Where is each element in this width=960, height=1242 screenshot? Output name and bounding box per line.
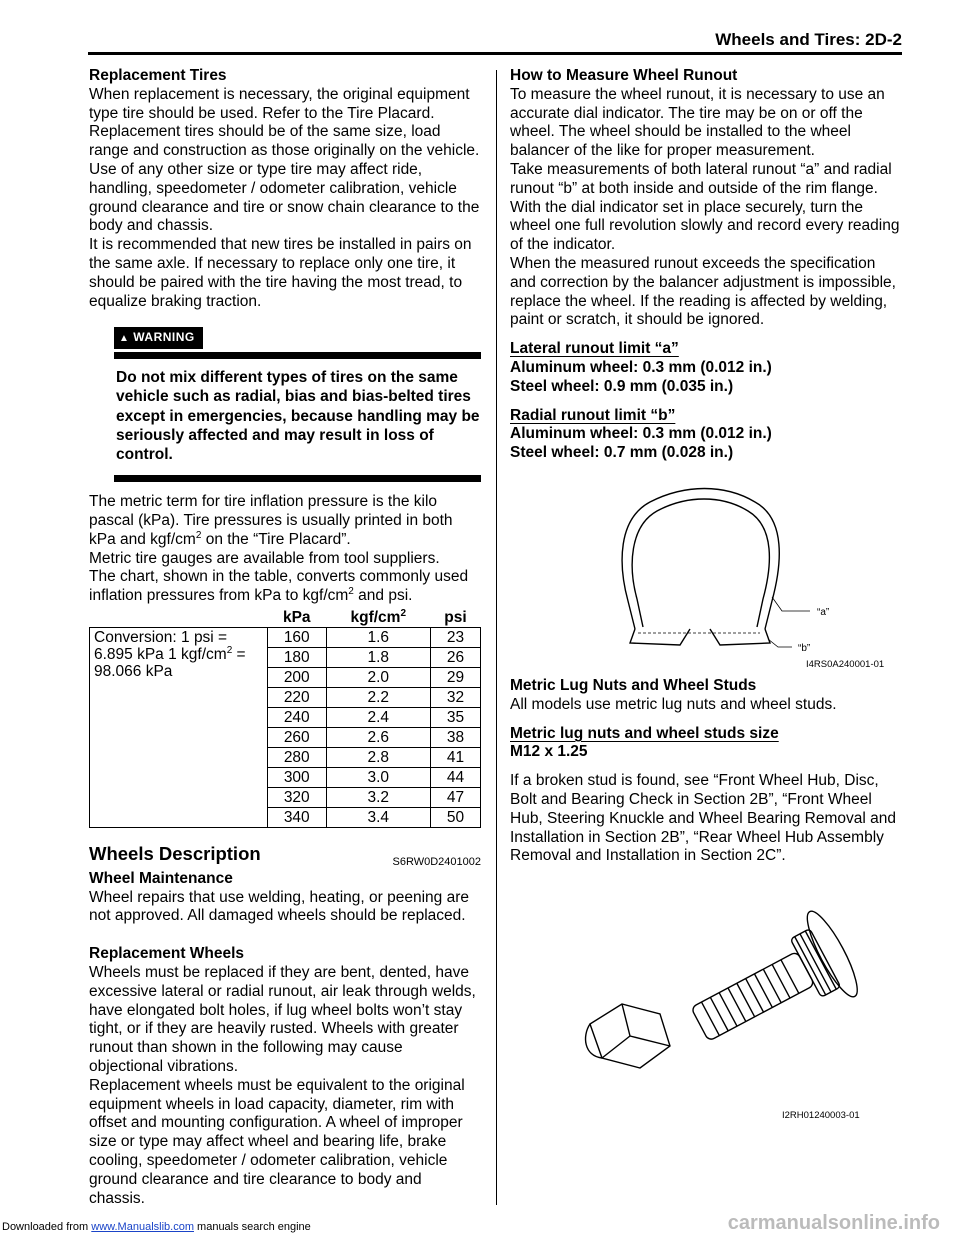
figure-2-id: I2RH01240003-01 xyxy=(782,1110,860,1122)
table-header-kgf xyxy=(326,608,430,628)
table-cell-kgf: 2.2 xyxy=(326,687,430,707)
table-cell-kpa: 340 xyxy=(268,807,327,827)
table-cell-psi: 35 xyxy=(430,707,480,727)
figure-label-a: “a” xyxy=(817,606,830,618)
page-header-title: Wheels and Tires: 2D-2 xyxy=(715,30,902,49)
table-cell-kgf: 3.2 xyxy=(326,787,430,807)
table-cell-kpa: 200 xyxy=(268,667,327,687)
tire-cross-section-diagram xyxy=(510,469,900,669)
superscript: 2 xyxy=(400,607,407,619)
footer-prefix: Downloaded from xyxy=(2,1221,92,1233)
footer-link[interactable]: www.Manualslib.com xyxy=(91,1221,194,1233)
measure-runout-body-3: When the measured runout exceeds the specification and correction by the balancer adjustment is impossible, replace the wheel. If the reading is affected by welding, paint or scratch, it should be ignored. xyxy=(510,254,896,329)
table-cell-kgf: 3.0 xyxy=(326,767,430,787)
lug-nuts-heading: Metric Lug Nuts and Wheel Studs xyxy=(510,676,757,694)
superscript: 2 xyxy=(195,529,202,541)
warning-icon: ▲ xyxy=(119,333,130,345)
table-cell-psi: 26 xyxy=(430,647,480,667)
table-cell-kgf: 1.8 xyxy=(326,647,430,667)
metric-text-3-end: and psi. xyxy=(353,587,413,605)
table-cell-kpa: 160 xyxy=(268,627,327,647)
lug-size-value: M12 x 1.25 xyxy=(510,743,588,761)
radial-runout-steel: Steel wheel: 0.7 mm (0.028 in.) xyxy=(510,444,734,462)
table-cell-kpa: 280 xyxy=(268,747,327,767)
superscript: 2 xyxy=(226,644,233,656)
replacement-wheels-heading: Replacement Wheels xyxy=(89,945,245,963)
wheels-description-heading-row xyxy=(89,842,481,868)
right-column xyxy=(510,67,900,1126)
lateral-runout-aluminum: Aluminum wheel: 0.3 mm (0.012 in.) xyxy=(510,358,772,376)
table-cell-kgf: 3.4 xyxy=(326,807,430,827)
replacement-wheels-body: Wheels must be replaced if they are bent, dented, have excessive lateral or radial runout, air leak through welds, have elongated bolt holes, if lug wheel bolts won’t stay tight, or if they are heavily rusted. Wheels with greater runout than shown in the following may cause objectional vibrations. xyxy=(89,963,476,1075)
measure-runout-heading: How to Measure Wheel Runout xyxy=(510,67,738,84)
table-header-kgf-label: kgf/cm xyxy=(350,608,401,626)
radial-runout-title: Radial runout limit “b” xyxy=(510,406,676,424)
metric-text-3-main: The chart, shown in the table, converts commonly used inflation pressures from kPa to kgf/cm xyxy=(89,568,469,605)
left-column xyxy=(89,67,481,1208)
pressure-conversion-table xyxy=(89,608,481,828)
tire-runout-figure xyxy=(510,469,900,669)
table-cell-kgf: 1.6 xyxy=(326,627,430,647)
lateral-runout-title: Lateral runout limit “a” xyxy=(510,340,679,358)
replacement-tires-heading: Replacement Tires xyxy=(89,67,227,84)
table-header-kpa: kPa xyxy=(282,608,311,626)
figure-1-id: I4RS0A240001-01 xyxy=(806,658,885,669)
watermark: carmanualsonline.info xyxy=(727,1212,940,1234)
warning-box xyxy=(89,327,481,482)
table-cell-kpa: 220 xyxy=(268,687,327,707)
warning-label: WARNING xyxy=(133,330,195,345)
superscript: 2 xyxy=(348,586,354,597)
conversion-note-a: Conversion: 1 psi = 6.895 kPa 1 kgf/cm xyxy=(94,628,228,663)
measure-runout-body-2: Take measurements of both lateral runout “a” and radial runout “b” at both inside and outside of the rim flange. With the dial indicator set in place securely, turn the wheel one full revolution slowly and record every reading of the indicator. xyxy=(510,160,900,254)
table-cell-kpa: 240 xyxy=(268,707,327,727)
table-cell-kpa: 320 xyxy=(268,787,327,807)
table-cell-kpa: 180 xyxy=(268,647,327,667)
warning-text: Do not mix different types of tires on the same vehicle such as radial, bias and bias-belted tires except in emergencies, because handling may be seriously affected and may result in loss of control. xyxy=(116,369,480,463)
measure-runout-body: To measure the wheel runout, it is necessary to use an accurate dial indicator. The tire may be on or off the wheel. The wheel should be installed to the wheel balancer of the like for proper measurement. xyxy=(510,85,885,160)
metric-text-1-main: The metric term for tire inflation pressure is the kilo pascal (kPa). Tire pressures is usually printed in both kPa and kgf/cm xyxy=(89,493,453,548)
table-row xyxy=(90,627,481,647)
table-cell-psi: 38 xyxy=(430,727,480,747)
warning-bottom-bar xyxy=(114,475,481,482)
table-cell-kgf: 2.8 xyxy=(326,747,430,767)
table-cell-psi: 23 xyxy=(430,627,480,647)
wheels-description-heading: Wheels Description xyxy=(89,842,261,864)
table-body xyxy=(90,627,481,827)
figure-label-b: “b” xyxy=(798,642,811,654)
table-cell-psi: 44 xyxy=(430,767,480,787)
conversion-note-cell xyxy=(90,627,268,827)
lug-nut-and-stud-illustration xyxy=(510,896,900,1126)
header-rule xyxy=(88,52,902,55)
lug-size-title: Metric lug nuts and wheel studs size xyxy=(510,724,779,742)
column-divider xyxy=(496,70,497,1205)
table-cell-psi: 50 xyxy=(430,807,480,827)
table-header-psi: psi xyxy=(444,608,467,626)
lug-nuts-body: All models use metric lug nuts and wheel studs. xyxy=(510,695,837,713)
table-cell-kgf: 2.0 xyxy=(326,667,430,687)
replacement-tires-body: When replacement is necessary, the original equipment type tire should be used. Refer to the Tire Placard. Replacement tires should be of the same size, load range and construction as those originally on the vehicle. Use of any other size or type tire may affect ride, handling, speedometer / odometer calibration, vehicle ground clearance and tire or snow chain clearance to the body and chassis. xyxy=(89,85,480,235)
table-cell-psi: 47 xyxy=(430,787,480,807)
wheel-maintenance-body: Wheel repairs that use welding, heating, or peening are not approved. All damaged wheels should be replaced. xyxy=(89,888,469,925)
conversion-note-b: = 98.066 kPa xyxy=(94,645,246,680)
metric-text-1 xyxy=(89,493,481,549)
lug-nut-stud-figure xyxy=(510,896,900,1126)
table-cell-kpa: 300 xyxy=(268,767,327,787)
download-footer xyxy=(2,1221,311,1233)
table-cell-kgf: 2.4 xyxy=(326,707,430,727)
warning-badge xyxy=(114,327,203,349)
broken-stud-body: If a broken stud is found, see “Front Wheel Hub, Disc, Bolt and Bearing Check in Section 2B”, “Front Wheel Hub, Steering Knuckle and Wheel Bearing Removal and Installation in Section 2B”, “Rear Wheel Hub Assembly Removal and Installation in Section 2C”. xyxy=(510,772,897,865)
table-cell-psi: 41 xyxy=(430,747,480,767)
table-header-row xyxy=(90,608,481,628)
warning-top-bar xyxy=(114,352,481,359)
table-cell-psi: 32 xyxy=(430,687,480,707)
table-cell-kgf: 2.6 xyxy=(326,727,430,747)
wheel-maintenance-heading: Wheel Maintenance xyxy=(89,869,233,887)
metric-text-3 xyxy=(89,568,481,606)
metric-text-1-end: on the “Tire Placard”. xyxy=(201,530,351,548)
replacement-wheels-body-2: Replacement wheels must be equivalent to the original equipment wheels in load capacity, diameter, rim with offset and mounting configuration. A wheel of improper size or type may affect wheel and bearing life, brake cooling, speedometer / odometer calibration, vehicle ground clearance and tire clearance to body and chassis. xyxy=(89,1076,465,1207)
table-cell-psi: 29 xyxy=(430,667,480,687)
section-code: S6RW0D2401002 xyxy=(392,855,481,868)
metric-text-2: Metric tire gauges are available from tool suppliers. xyxy=(89,549,440,567)
footer-suffix: manuals search engine xyxy=(193,1221,311,1233)
radial-runout-aluminum: Aluminum wheel: 0.3 mm (0.012 in.) xyxy=(510,425,772,443)
table-cell-kpa: 260 xyxy=(268,727,327,747)
replacement-tires-body-2: It is recommended that new tires be installed in pairs on the same axle. If necessary to replace only one tire, it should be paired with the tire having the most tread, to equalize braking traction. xyxy=(89,236,472,310)
table-header-empty xyxy=(90,608,268,628)
lateral-runout-steel: Steel wheel: 0.9 mm (0.035 in.) xyxy=(510,377,734,395)
